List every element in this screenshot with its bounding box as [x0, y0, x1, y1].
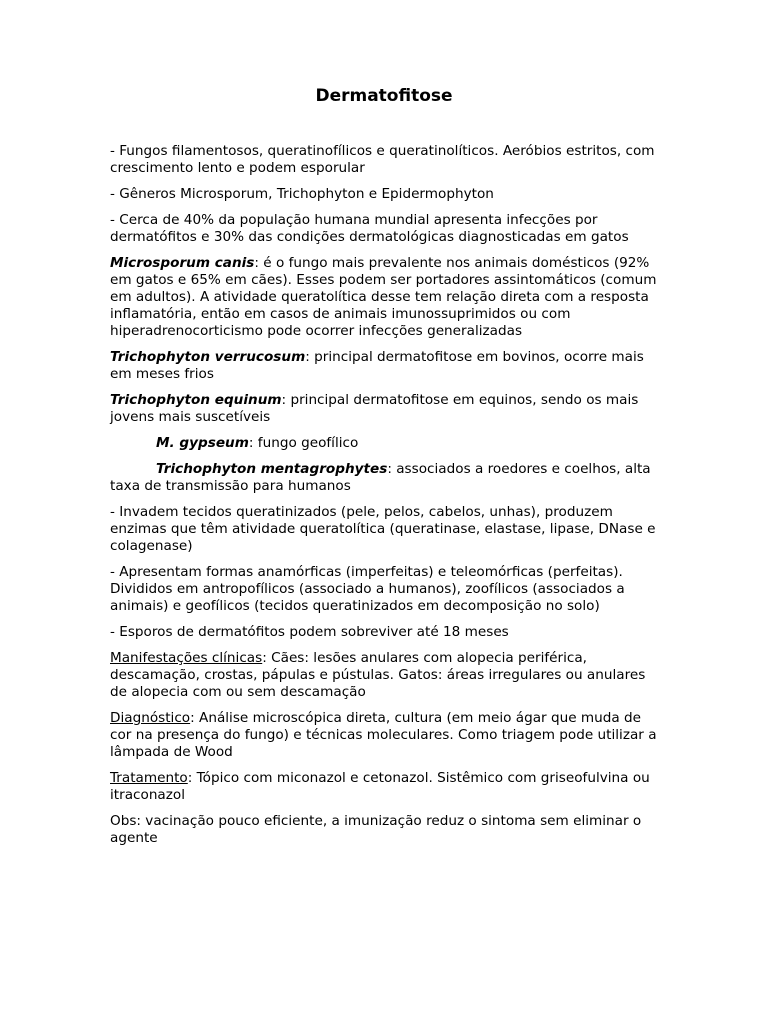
section-text: : Análise microscópica direta, cultura (em meio ágar que muda de cor na presença do fungo) e técnicas moleculares. Como triagem pode utilizar a lâmpada de Wood	[110, 710, 657, 760]
paragraph-spore-survival: - Esporos de dermatófitos podem sobreviver até 18 meses	[110, 624, 509, 640]
paragraph-trichophyton-equinum	[110, 392, 658, 426]
species-term: Trichophyton equinum	[110, 392, 282, 408]
section-label: Diagnóstico	[110, 710, 191, 726]
species-description: : principal dermatofitose em bovinos, ocorre mais em meses frios	[110, 349, 644, 382]
species-term: Trichophyton verrucosum	[110, 349, 306, 365]
species-description: : principal dermatofitose em equinos, sendo os mais jovens mais suscetíveis	[110, 392, 639, 425]
document-title: Dermatofitose	[315, 86, 453, 106]
species-description: : é o fungo mais prevalente nos animais domésticos (92% em gatos e 65% em cães). Esses podem ser portadores assintomáticos (comum em adultos). A atividade queratolítica desse tem relação direta com a resposta inflamatória, então em casos de animais imunossuprimidos ou com hiperadrenocorticismo pode ocorrer infecções generalizadas	[110, 255, 657, 339]
paragraph-observation: Obs: vacinação pouco eficiente, a imunização reduz o sintoma sem eliminar o agente	[110, 813, 642, 846]
paragraph-fungi-description: - Fungos filamentosos, queratinofílicos e queratinolíticos. Aeróbios estritos, com crescimento lento e podem esporular	[110, 143, 655, 176]
species-term: Trichophyton mentagrophytes	[156, 461, 388, 477]
section-text: : Cães: lesões anulares com alopecia periférica, descamação, crostas, pápulas e pústulas. Gatos: áreas irregulares ou anulares de alopecia com ou sem descamação	[110, 650, 646, 700]
paragraph-microsporum-canis	[110, 255, 658, 340]
paragraph-clinical-signs	[110, 650, 658, 701]
paragraph-forms-classification: - Apresentam formas anamórficas (imperfeitas) e teleomórficas (perfeitas). Divididos em antropofílicos (associado a humanos), zoofílicos (associados a animais) e geofílicos (tecidos queratinizados em decomposição no solo)	[110, 564, 625, 614]
paragraph-trichophyton-verrucosum	[110, 349, 658, 383]
species-description: : fungo geofílico	[248, 435, 359, 451]
section-label: Tratamento	[110, 770, 188, 786]
paragraph-tissue-invasion: - Invadem tecidos queratinizados (pele, pelos, cabelos, unhas), produzem enzimas que têm atividade queratolítica (queratinase, elastase, lipase, DNase e colagenase)	[110, 504, 656, 554]
document-body	[110, 143, 658, 856]
section-label: Manifestações clínicas	[110, 650, 263, 666]
section-text: : Tópico com miconazol e cetonazol. Sistêmico com griseofulvina ou itraconazol	[110, 770, 650, 803]
species-term: M. gypseum	[156, 435, 249, 451]
paragraph-genera: - Gêneros Microsporum, Trichophyton e Epidermophyton	[110, 186, 494, 202]
paragraph-trichophyton-mentagrophytes	[110, 461, 658, 495]
paragraph-m-gypseum	[110, 435, 658, 452]
species-description: : associados a roedores e coelhos, alta taxa de transmissão para humanos	[110, 461, 651, 494]
paragraph-prevalence: - Cerca de 40% da população humana mundial apresenta infecções por dermatófitos e 30% das condições dermatológicas diagnosticadas em gatos	[110, 212, 629, 245]
paragraph-diagnosis	[110, 710, 658, 761]
species-term: Microsporum canis	[110, 255, 255, 271]
paragraph-treatment	[110, 770, 658, 804]
